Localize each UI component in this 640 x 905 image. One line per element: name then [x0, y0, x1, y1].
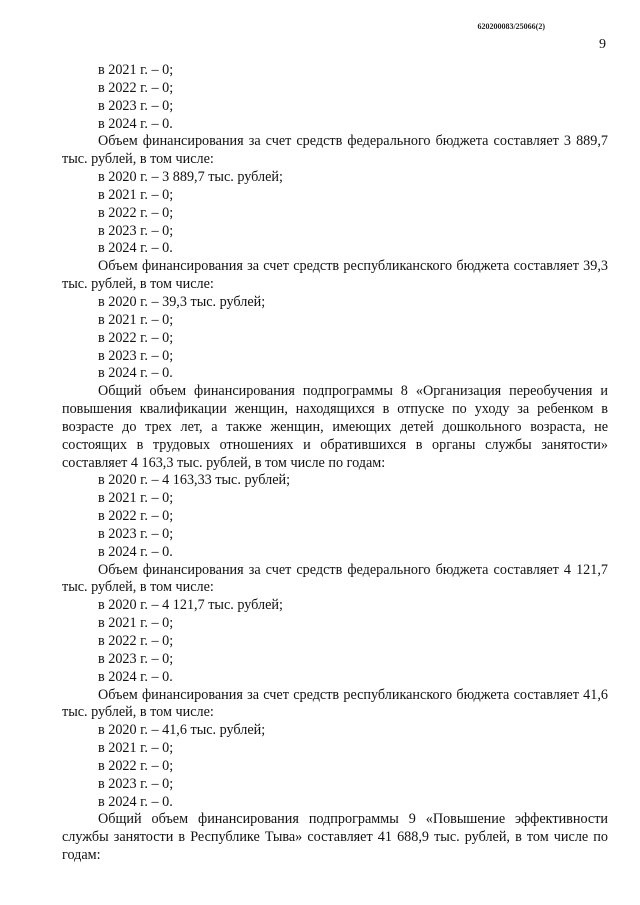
document-body: [62, 62, 608, 865]
year-line: в 2021 г. – 0;: [98, 311, 174, 328]
year-line: в 2021 г. – 0;: [98, 490, 174, 507]
year-line: в 2024 г. – 0.: [98, 668, 173, 685]
year-line: в 2020 г. – 4 121,7 тыс. рублей;: [98, 597, 283, 614]
year-line: в 2022 г. – 0;: [98, 508, 174, 525]
year-line: в 2024 г. – 0.: [98, 240, 173, 257]
year-line: в 2021 г. – 0;: [98, 615, 174, 632]
year-line: в 2021 г. – 0;: [98, 186, 174, 203]
paragraph-republic-budget: Объем финансирования за счет средств республиканского бюджета составляет 41,6 тыс. рублей, в том числе:: [62, 686, 608, 721]
year-line: в 2024 г. – 0.: [98, 793, 173, 810]
paragraph-federal-budget: Объем финансирования за счет средств федерального бюджета составляет 3 889,7 тыс. рублей, в том числе:: [62, 133, 608, 168]
document-code: 620200083/25066(2): [477, 22, 545, 31]
year-line: в 2024 г. – 0.: [98, 115, 173, 132]
year-line: в 2023 г. – 0;: [98, 347, 174, 364]
year-line: в 2023 г. – 0;: [98, 97, 174, 114]
year-line: в 2021 г. – 0;: [98, 740, 174, 757]
paragraph-subprogram-9: Общий объем финансирования подпрограммы 9 «Повышение эффективности службы занятости в Республике Тыва» составляет 41 688,9 тыс. рублей, в том числе по годам:: [62, 811, 608, 864]
year-line: в 2020 г. – 41,6 тыс. рублей;: [98, 722, 266, 739]
page-number: 9: [599, 37, 606, 52]
year-line: в 2021 г. – 0;: [98, 62, 174, 78]
year-line: в 2022 г. – 0;: [98, 329, 174, 346]
year-line: в 2023 г. – 0;: [98, 222, 174, 239]
year-line: в 2024 г. – 0.: [98, 543, 173, 560]
year-line: в 2020 г. – 3 889,7 тыс. рублей;: [98, 169, 283, 186]
paragraph-republic-budget: Объем финансирования за счет средств республиканского бюджета составляет 39,3 тыс. рублей, в том числе:: [62, 258, 608, 293]
paragraph-subprogram-8: Общий объем финансирования подпрограммы 8 «Организация переобучения и повышения квалификации женщин, находящихся в отпуске по уходу за ребенком в возрасте до трех лет, а также женщин, имеющих детей дошкольного возраста, не состоящих в трудовых отношениях и обратившихся в органы службы занятости» составляет 4 163,3 тыс. рублей, в том числе по годам:: [62, 383, 608, 471]
year-line: в 2022 г. – 0;: [98, 79, 174, 96]
year-line: в 2020 г. – 39,3 тыс. рублей;: [98, 293, 266, 310]
year-line: в 2023 г. – 0;: [98, 650, 174, 667]
year-line: в 2022 г. – 0;: [98, 204, 174, 221]
year-line: в 2023 г. – 0;: [98, 525, 174, 542]
year-line: в 2022 г. – 0;: [98, 633, 174, 649]
paragraph-federal-budget: Объем финансирования за счет средств федерального бюджета составляет 4 121,7 тыс. рублей, в том числе:: [62, 561, 608, 596]
year-line: в 2022 г. – 0;: [98, 757, 174, 774]
year-line: в 2024 г. – 0.: [98, 365, 173, 382]
year-line: в 2023 г. – 0;: [98, 775, 174, 792]
year-line: в 2020 г. – 4 163,33 тыс. рублей;: [98, 472, 291, 489]
